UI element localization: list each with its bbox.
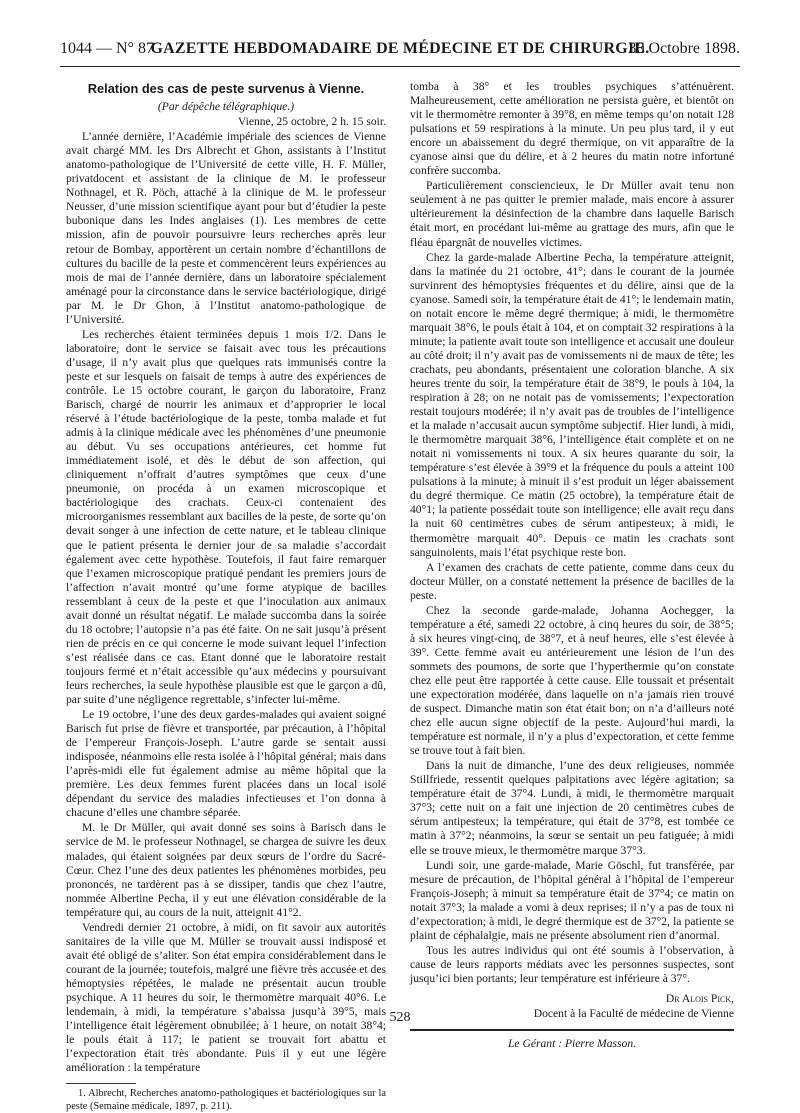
- paragraph: Vendredi dernier 21 octobre, à midi, on fit savoir aux autorités sanitaires de la ville que M. Müller se trouvait aussi indisposé et avait été obligé de s’aliter. Son état empira considérablement dans le courant de la journée; toutefois, malgré une fièvre très accusée et des hémoptysies répétées, le malade ne présentait aucun trouble psychique. A 11 heures du soir, le thermomètre marquait 40°6. Le lendemain, à midi, la température s’abaissa jusqu’à 39°5, mais l’intelligence était légèrement obnubilée; à 1 heure, on notait 38°4; le pouls était à 117; le patient se trouvait fort abattu et l’expectoration était très abondante. Puis il y eut une légère amélioration : la température: [66, 920, 386, 1075]
- right-column: [410, 80, 734, 1051]
- running-header: [60, 40, 740, 62]
- paragraph: Les recherches étaient terminées depuis 1 mois 1/2. Dans le laboratoire, dont le service se faisait avec tous les précautions d’usage, il n’y avait plus que quelques rats immunisés contre la peste et sur lesquels on faisait de temps à autre des expériences de contrôle. Le 15 octobre courant, le garçon du laboratoire, Franz Barisch, chargé de nourrir les animaux et d’approprier le local réservé à l’étude bactériologique de la peste, tomba malade et fut admis à la clinique médicale avec les phénomènes d’une pneumonie au début. Vu ses occupations antérieures, cet homme fut immédiatement isolé, et dès le début de son affection, qui cliniquement n’offrait d’autres symptômes que ceux d’une pneumonie, on procéda à un examen microscopique et bactériologique des crachats. Ceux-ci contenaient des microorganismes ressemblant aux bacilles de la peste, de sorte qu’on devait songer à une infection de cette nature, et le tableau clinique que le patient présenta le dernier jour de sa maladie s’accordait également avec cette hypothèse. Toutefois, il faut faire remarquer que l’examen microscopique pratiqué pendant les premiers jours de l’affection n’avait montré qu’une forme atypique de bacilles ressemblant à ceux de la peste et que l’inoculation aux animaux avait donné un résultat négatif. Le malade succomba dans la soirée du 18 octobre; l’autopsie n’a pas été faite. On ne sait jusqu’à présent rien de précis en ce qui concerne le mode suivant lequel l’infection s’est réalisée dans ce cas. Etant donné que le laboratoire restait toujours fermé et n’était accessible qu’aux médecins y poursuivant leurs recherches, la seule hypothèse plausible est que le garçon a dû, par suite d’une négligence regrettable, s’infecter lui-même.: [66, 327, 386, 707]
- paragraph: M. le Dr Müller, qui avait donné ses soins à Barisch dans le service de M. le professeur Nothnagel, se chargea de suivre les deux malades, qui étaient soignées par deux sœurs de l’ordre du Sacré-Cœur. Chez l’une des deux patientes les phénomènes morbides, peu prononcés, ne tardèrent pas à se dissiper, tandis que chez l’autre, nommée Albertine Pecha, il y eut une élévation considérable de la température qui, au cours de la nuit, atteignit 41°2.: [66, 821, 386, 919]
- paragraph: Tous les autres individus qui ont été soumis à l’observation, à cause de leurs rapports médiats avec les personnes suspectes, sont jusqu’ici bien portants; leur température est inférieure à 37°.: [410, 943, 734, 985]
- footnote-rule: [66, 1083, 136, 1084]
- page-reference: 1044 — N° 87: [60, 40, 154, 57]
- left-column: [66, 80, 386, 1113]
- gerant-line: Le Gérant : Pierre Masson.: [507, 1037, 637, 1051]
- paragraph: Particulièrement consciencieux, le Dr Müller avait tenu non seulement à ne pas quitter le premier malade, mais encore à assurer ultérieurement la désinfection de la chambre dans laquelle Barisch était mort, en procédant lui-même au grattage des murs, afin que le fléau épargnât de nouvelles victimes.: [410, 179, 734, 249]
- paragraph: Lundi soir, une garde-malade, Marie Göschl, fut transférée, par mesure de précaution, de l’hôpital général à l’hôpital de l’empereur François-Joseph; à minuit sa température était de 37°4; ce matin on notait 37°3; la malade a vomi à deux reprises; il n’y a pas de toux ni d’expectoration; à midi, le degré thermique est de 37°2, la patiente se plaint de céphalalgie, mais ne présente absolument rien d’anormal.: [410, 858, 734, 942]
- paragraph: Dans la nuit de dimanche, l’une des deux religieuses, nommée Stillfriede, ressentit quelques palpitations avec légère agitation; sa température était de 37°4. Lundi, à midi, le thermomètre marquait 37°3; cette nuit on a fait une injection de 20 centimètres cubes de sérum antipesteux; la température, qui était de 37°8, est tombée ce matin à 37°2; néanmoins, la sœur se sentait un peu fatiguée; à midi elle se trouve mieux, le thermomètre marque 37°3.: [410, 759, 734, 857]
- journal-title: GAZETTE HEBDOMADAIRE DE MÉDECINE ET DE CHIRURGIE.: [150, 40, 650, 57]
- paragraph: Chez la seconde garde-malade, Johanna Aochegger, la température a été, samedi 22 octobre, à cinq heures du soir, de 38°5; à six heures vingt-cinq, de 38°7, et à neuf heures, elle s’est élevée à 39°. Cette femme avait eu antérieurement une lésion de l’un des sommets des poumons, de sorte que l’hyperthermie qu’on constate chez elle peut être rapportée à cette cause. Elle toussait et présentait une expectoration modérée, dans laquelle on n’a jamais rien trouvé de suspect. Dimanche matin son état était bon; on n’a d’ailleurs noté chez elle aucun signe objectif de la peste. Aujourd’hui mardi, la température est normale, il n’y a plus d’expectoration, et cette femme se trouve tout à fait bien.: [410, 603, 734, 758]
- article-subtitle: (Par dépêche télégraphique.): [157, 100, 295, 114]
- paragraph: A l’examen des crachats de cette patiente, comme dans ceux du docteur Müller, on a constaté nettement la présence de bacilles de la peste.: [410, 560, 734, 602]
- paragraph: tomba à 38° et les troubles psychiques s’atténuèrent. Malheureusement, cette amélioration ne persista guère, et bientôt on vit le thermomètre remonter à 39°8, en même temps qu’on notait 128 pulsations et 59 respirations à la minute. Un peu plus tard, il y eut encore un abaissement du degré thermique, on vit apparaître de la cyanose ainsi que du délire, et à 2 heures du matin notre infortuné confrère succomba.: [410, 80, 734, 178]
- paragraph: Le 19 octobre, l’une des deux gardes-malades qui avaient soigné Barisch fut prise de fièvre et transportée, par précaution, à l’hôpital de l’empereur François-Joseph. L’autre garde se sentait aussi indisposée, néanmoins elle resta isolée à l’hôpital général; mais dans l’après-midi elle fut également admise au même hôpital que la première. Les deux femmes furent placées dans un local isolé dépendant du service des maladies infectieuses et l’on donna à chacune d’elles une chambre séparée.: [66, 708, 386, 820]
- paragraph: Chez la garde-malade Albertine Pecha, la température atteignit, dans la matinée du 21 octobre, 41°; dans le courant de la journée survinrent des hémoptysies fréquentes et du délire, ainsi que de la cyanose. Samedi soir, la température était de 41°; le lendemain matin, on notait encore le même degré thermique; à midi, le thermomètre marquait 38°6, le pouls était à 104, et on comptait 32 respirations à la minute; la patiente avait toute son intelligence et accusait une douleur au côté droit; il n’y avait pas de vomissements ni de maux de tête; les crachats, peu abondants, présentaient une coloration blanche. A six heures trente du soir, la température était de 38°9, le pouls à 104, la respiration à 28; on ne notait pas de vomissements; l’expectoration restait toujours modérée; il n’y avait pas de troubles de l’intelligence et la malade n’accusait aucun symptôme subjectif. Hier lundi, à midi, le thermomètre marquait 38°6, l’intelligence était complète et on ne notait ni vomissements ni toux. A six heures quarante du soir, la température s’est élevée à 39°9 et la fréquence du pouls a atteint 100 pulsations à la minute; à minuit il s’est produit un léger abaissement du degré thermique. Ce matin (25 octobre), la température était de 40°1; la patiente possédait toute son intelligence; elle avait reçu dans la nuit 60 centimètres cubes de sérum antipesteux; à midi, le thermomètre marquait 40°. Depuis ce matin les crachats sont sanguinolents, mais l’état psychique reste bon.: [410, 250, 734, 559]
- article-title: Relation des cas de peste survenus à Vienne.: [87, 81, 365, 96]
- footnote: 1. Albrecht, Recherches anatomo-pathologiques et bactériologiques sur la peste (Semaine médicale, 1897, p. 211).: [66, 1088, 386, 1112]
- signature-name: Dr Alois Pick,: [665, 992, 734, 1005]
- gerant-rule: [410, 1029, 734, 1031]
- header-rule: [60, 66, 740, 67]
- paragraph: L’année dernière, l’Académie impériale des sciences de Vienne avait chargé MM. les Drs Albrecht et Ghon, assistants à l’Institut anatomo-pathologique de l’Université de cette ville, H. F. Müller, privatdocent et assistant de la clinique de M. le professeur Nothnagel, et R. Pöch, attaché à la clinique de M. le professeur Neusser, d’une mission scientifique ayant pour but d’étudier la peste bubonique dans les Indes anglaises (1). Les membres de cette mission, afin de pouvoir poursuivre leurs recherches après leur retour de Bombay, apportèrent un certain nombre d’échantillons de cultures du bacille de la peste et commencèrent leurs expériences au mois de mai de l’année dernière, dans un laboratoire spécialement aménagé pour la circonstance dans le service bactériologique, dirigé par M. le Dr Ghon, à l’Institut anatomo-pathologique de l’Université.: [66, 130, 386, 326]
- page-number: 528: [389, 1010, 411, 1025]
- signature-affiliation: Docent à la Faculté de médecine de Vienne: [533, 1007, 734, 1021]
- issue-date: 30 Octobre 1898.: [628, 40, 740, 57]
- article-dateline: Vienne, 25 octobre, 2 h. 15 soir.: [237, 115, 386, 129]
